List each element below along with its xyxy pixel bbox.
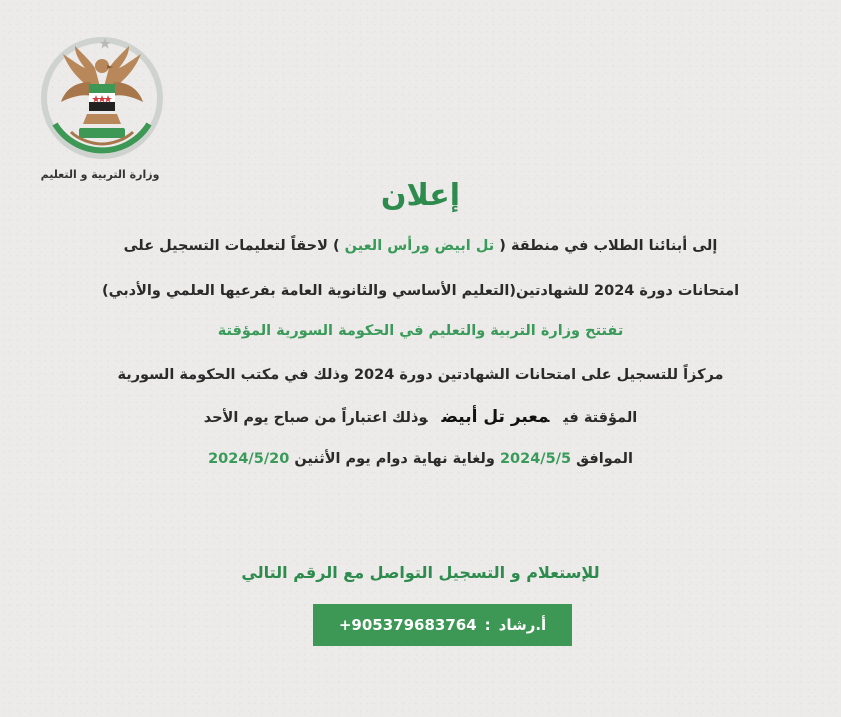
announcement-title: إعلان [380, 178, 461, 213]
ministry-name: وزارة التربية و التعليم [40, 168, 160, 181]
contact-separator: : [484, 616, 491, 634]
registration-place: معبر تل أبيض [441, 407, 550, 427]
contact-heading: للإستعلام و التسجيل التواصل مع الرقم التالي [241, 563, 600, 582]
body-line-3: تفتتح وزارة التربية والتعليم في الحكومة السورية المؤقتة [217, 323, 624, 339]
end-date: 2024/5/20 [208, 451, 290, 467]
body-line-2: امتحانات دورة 2024 للشهادتين(التعليم الأساسي والثانوية العامة بفرعيها العلمي والأدبي) [101, 283, 740, 299]
body-line-1 [0, 238, 841, 254]
body-line-5 [0, 407, 841, 427]
body-line-6 [0, 451, 841, 467]
region-name: تل ابيض ورأس العين [344, 238, 495, 254]
line5-text-a: المؤقتة في [563, 410, 638, 426]
line6-text-b: ولغاية نهاية دوام يوم الأثنين [294, 451, 495, 467]
line1-text-b: ) لاحقاً لتعليمات التسجيل على [123, 238, 345, 254]
start-date: 2024/5/5 [499, 451, 572, 467]
contact-name: أ.رشاد [498, 616, 547, 634]
phone-number: +905379683764 [338, 616, 477, 634]
line5-text-b: وذلك اعتباراً من صباح يوم الأحد [203, 410, 428, 426]
eagle-emblem-icon [35, 32, 170, 162]
ministry-logo [30, 32, 175, 192]
line1-text-a: إلى أبنائنا الطلاب في منطقة ( [494, 238, 718, 254]
body-line-4: مركزاً للتسجيل على امتحانات الشهادتين دورة 2024 وذلك في مكتب الحكومة السورية [117, 367, 724, 383]
line6-text-a: الموافق [576, 451, 633, 467]
phone-contact-box [313, 604, 572, 646]
